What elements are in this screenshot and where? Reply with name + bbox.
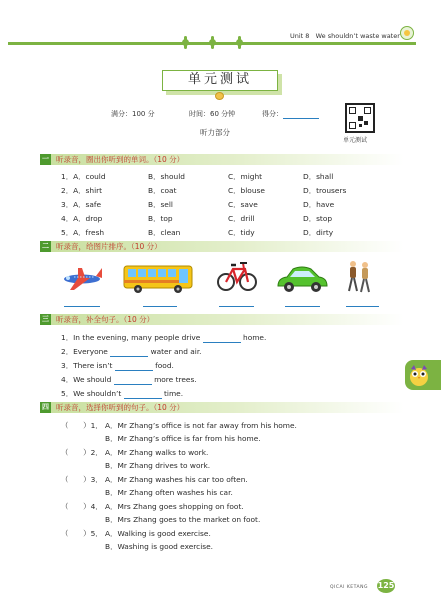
option-c[interactable]: C．save	[228, 200, 258, 209]
option-a[interactable]: A．Mr Zhang’s office is not far away from his home.	[105, 421, 297, 430]
page-title: 单元测试	[162, 70, 278, 91]
section-1-title: 听录音，圈出你听到的单词。（10 分）	[56, 155, 185, 164]
binder-ring-icon	[211, 36, 214, 49]
sentence-row: 4．We should more trees.	[61, 375, 197, 384]
section-2-number: 二	[42, 242, 49, 250]
answer-blank[interactable]	[219, 306, 254, 307]
fill-blank[interactable]	[124, 390, 162, 399]
option-a[interactable]: A．Walking is good exercise.	[105, 529, 211, 538]
bicycle-icon	[216, 257, 258, 293]
option-b[interactable]: B．sell	[148, 200, 173, 209]
lesson-title: We shouldn’t waste water	[315, 32, 400, 40]
option-b[interactable]: B．Washing is good exercise.	[105, 542, 214, 551]
section-4-number: 四	[42, 403, 49, 411]
choice-item: （ ）3．	[61, 475, 103, 484]
walking-people-icon	[344, 259, 374, 295]
choice-item: （ ）2．	[61, 448, 103, 457]
fill-blank[interactable]	[110, 348, 148, 357]
score-label	[262, 109, 319, 119]
option-d[interactable]: D．trousers	[303, 186, 347, 195]
section-1-row: 1．A．could	[61, 172, 106, 181]
section-2-title: 听录音，给图片排序。（10 分）	[56, 242, 162, 251]
fill-blank[interactable]	[203, 334, 241, 343]
option-b[interactable]: B．clean	[148, 228, 181, 237]
sentence-row: 5．We shouldn’t time.	[61, 389, 184, 398]
option-b[interactable]: B．should	[148, 172, 185, 181]
option-b[interactable]: B．Mrs Zhang goes to the market on foot.	[105, 515, 261, 524]
time-limit: 时间：60 分钟	[189, 110, 236, 118]
bus-icon	[122, 263, 194, 295]
car-icon	[275, 264, 329, 294]
qr-caption: 单元测试	[343, 137, 368, 144]
mascot-icon	[400, 26, 414, 40]
option-b[interactable]: B．coat	[148, 186, 177, 195]
sentence-row: 2．Everyone water and air.	[61, 347, 202, 356]
binder-ring-icon	[184, 36, 187, 49]
answer-blank[interactable]	[64, 306, 100, 307]
option-a[interactable]: A．Mr Zhang walks to work.	[105, 448, 209, 457]
unit-number: Unit 8	[290, 32, 310, 40]
choice-item: （ ）4．	[61, 502, 103, 511]
section-1-row: 3．A．safe	[61, 200, 102, 209]
option-c[interactable]: C．blouse	[228, 186, 265, 195]
page-number: 125	[377, 579, 395, 593]
choice-item: （ ）1．	[61, 421, 103, 430]
option-c[interactable]: C．drill	[228, 214, 255, 223]
sentence-row: 1．In the evening, many people drive home.	[61, 333, 267, 342]
option-b[interactable]: B．top	[148, 214, 173, 223]
fill-blank[interactable]	[114, 376, 152, 385]
option-b[interactable]: B．Mr Zhang’s office is far from his home.	[105, 434, 261, 443]
unit-label	[290, 32, 400, 40]
section-3-number: 三	[42, 315, 49, 323]
qr-code-icon[interactable]	[345, 103, 375, 133]
listening-heading: 听力部分	[200, 128, 230, 137]
binder-ring-icon	[238, 36, 241, 49]
section-3-title: 听录音，补全句子。（10 分）	[56, 315, 155, 324]
section-1-row: 4．A．drop	[61, 214, 103, 223]
sentence-row: 3．There isn’t food.	[61, 361, 174, 370]
score-blank[interactable]	[283, 110, 319, 119]
full-marks: 满分：100 分	[111, 110, 155, 118]
option-b[interactable]: B．Mr Zhang drives to work.	[105, 461, 211, 470]
section-1-row: 2．A．shirt	[61, 186, 103, 195]
option-c[interactable]: C．tidy	[228, 228, 255, 237]
choice-item: （ ）5．	[61, 529, 103, 538]
option-d[interactable]: D．stop	[303, 214, 333, 223]
score-text: 得分：	[262, 110, 283, 118]
footer-brand: QICAI KETANG	[330, 585, 368, 590]
answer-blank[interactable]	[346, 306, 379, 307]
section-1-row: 5．A．fresh	[61, 228, 105, 237]
answer-blank[interactable]	[143, 306, 177, 307]
owl-mascot-icon	[408, 363, 430, 387]
option-d[interactable]: D．shall	[303, 172, 334, 181]
fill-blank[interactable]	[115, 362, 153, 371]
answer-blank[interactable]	[285, 306, 320, 307]
section-4-title: 听录音，选择你听到的句子。（10 分）	[56, 403, 185, 412]
section-1-number: 一	[42, 155, 49, 163]
option-a[interactable]: A．Mr Zhang washes his car too often.	[105, 475, 248, 484]
option-d[interactable]: D．dirty	[303, 228, 334, 237]
option-a[interactable]: A．Mrs Zhang goes shopping on foot.	[105, 502, 244, 511]
option-d[interactable]: D．have	[303, 200, 335, 209]
option-b[interactable]: B．Mr Zhang often washes his car.	[105, 488, 233, 497]
airplane-icon	[60, 262, 104, 294]
badge-icon	[215, 92, 224, 100]
option-c[interactable]: C．might	[228, 172, 263, 181]
